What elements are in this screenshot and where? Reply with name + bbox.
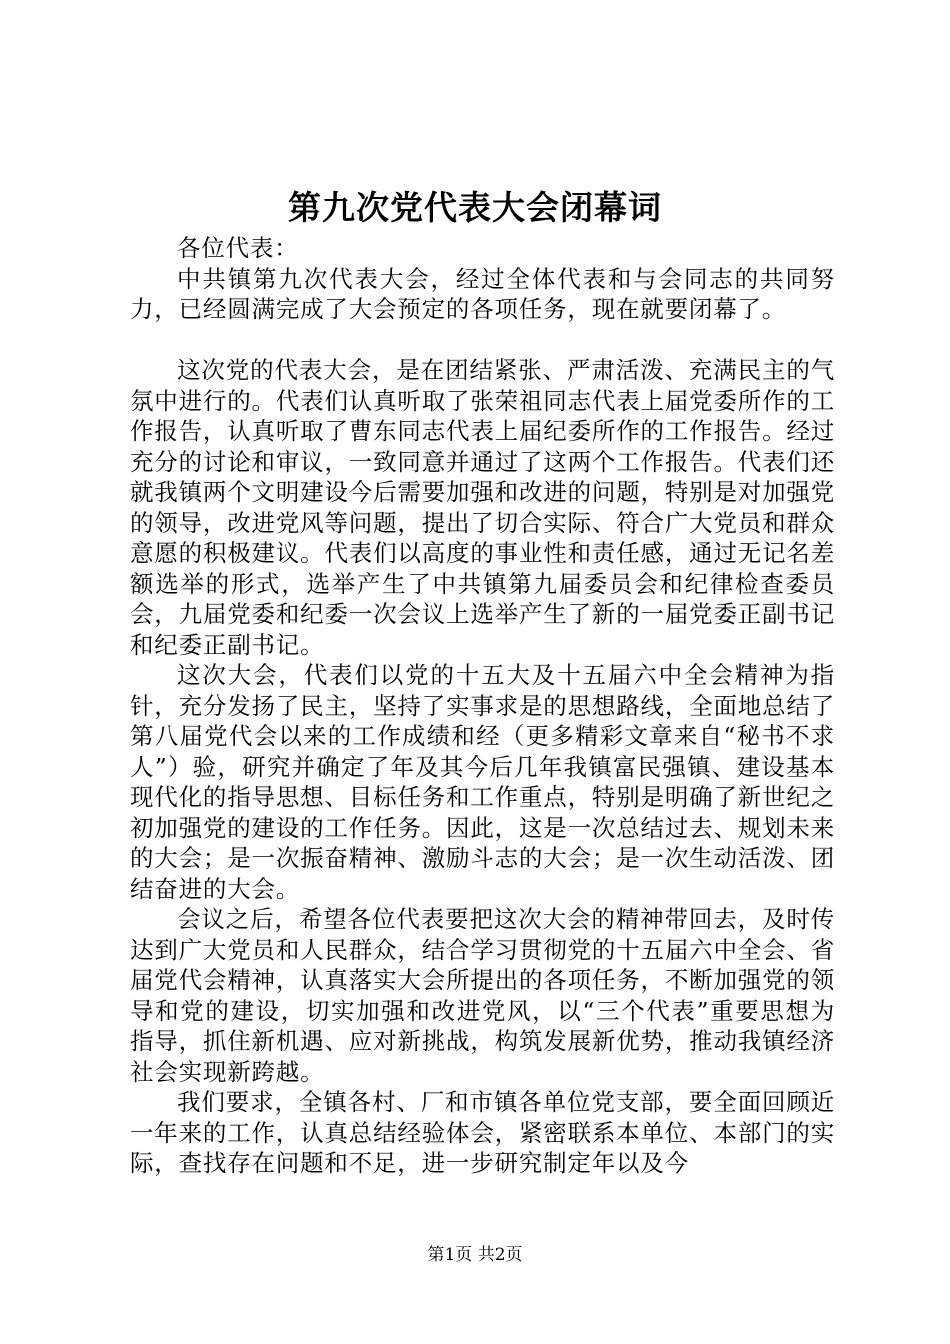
document-title: 第九次党代表大会闭幕词 bbox=[288, 188, 662, 227]
paragraph-congress-review: 这次党的代表大会，是在团结紧张、严肃活泼、充满民主的气氛中进行的。代表们认真听取了张荣祖同志代表上届党委所作的工作报告，认真听取了曹东同志代表上届纪委所作的工作报告。经过充分的讨论和审议，一致同意并通过了这两个工作报告。代表们还就我镇两个文明建设今后需要加强和改进的问题，特别是对加强党的领导，改进党风等问题，提出了切合实际、符合广大党员和群众意愿的积极建议。代表们以高度的事业性和责任感，通过无记名差额选举的形式，选举产生了中共镇第九届委员会和纪律检查委员会，九届党委和纪委一次会议上选举产生了新的一届党委正副书记和纪委正副书记。 bbox=[130, 356, 835, 659]
paragraph-requirements: 我们要求，全镇各村、厂和市镇各单位党支部，要全面回顾近一年来的工作，认真总结经验体会，紧密联系本单位、本部门的实际，查找存在问题和不足，进一步研究制定年以及今 bbox=[130, 1088, 835, 1177]
paragraph-congress-summary: 这次大会，代表们以党的十五大及十五届六中全会精神为指针，充分发扬了民主，坚持了实事求是的思想路线，全面地总结了第八届党代会以来的工作成绩和经（更多精彩文章来自“秘书不求人”）验，研究并确定了年及其今后几年我镇富民强镇、建设基本现代化的指导思想、目标任务和工作重点，特别是明确了新世纪之初加强党的建设的工作任务。因此，这是一次总结过去、规划未来的大会；是一次振奋精神、激励斗志的大会；是一次生动活泼、团结奋进的大会。 bbox=[130, 661, 835, 903]
document-body bbox=[130, 233, 835, 1179]
paragraph-delegate-expectations: 会议之后，希望各位代表要把这次大会的精神带回去，及时传达到广大党员和人民群众，结合学习贯彻党的十五届六中全会、省届党代会精神，认真落实大会所提出的各项任务，不断加强党的领导和党的建设，切实加强和改进党风，以“三个代表”重要思想为指导，抓住新机遇、应对新挑战，构筑发展新优势，推动我镇经济社会实现新跨越。 bbox=[130, 905, 835, 1086]
page-number-footer: 第1页 共2页 bbox=[427, 1245, 523, 1265]
paragraph-opening: 中共镇第九次代表大会，经过全体代表和与会同志的共同努力，已经圆满完成了大会预定的各项任务，现在就要闭幕了。 bbox=[130, 264, 835, 323]
salutation: 各位代表： bbox=[177, 234, 299, 262]
